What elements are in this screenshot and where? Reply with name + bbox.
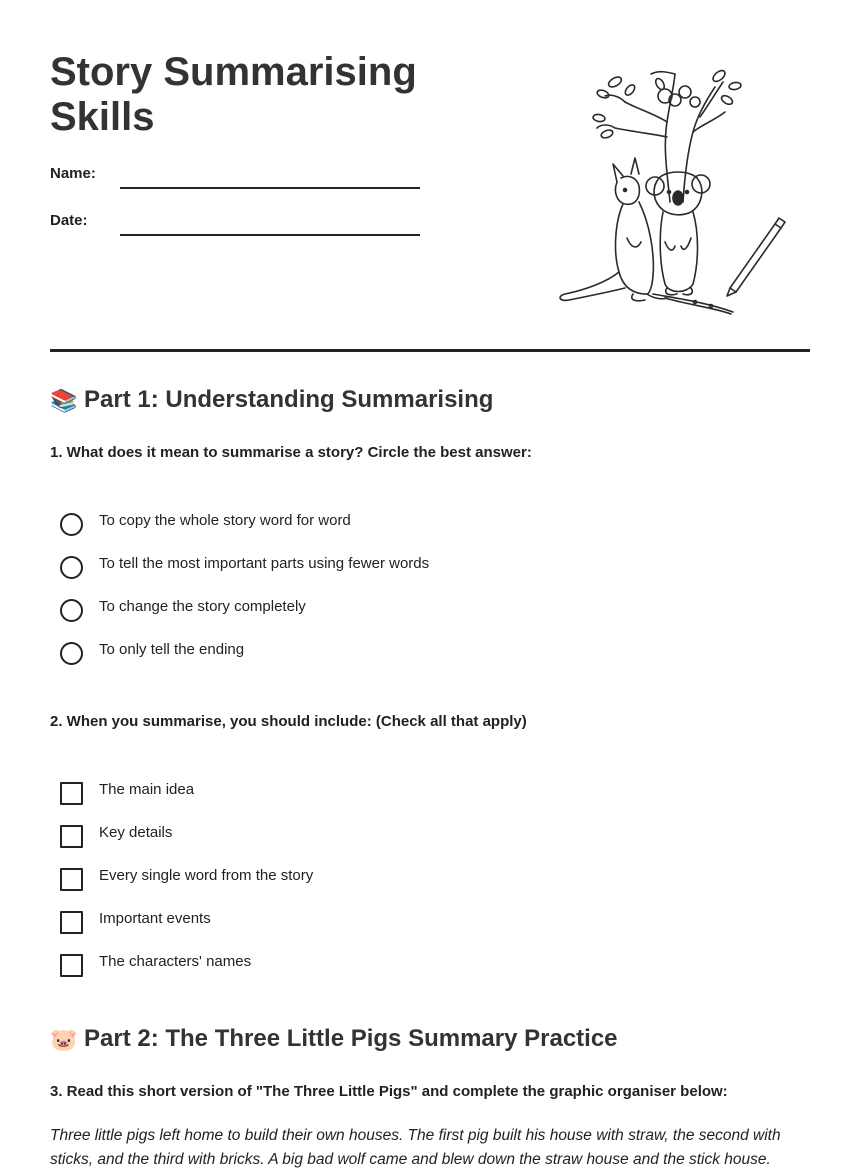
option-label: To tell the most important parts using fewer words — [99, 555, 430, 572]
part2-title: Part 2: The Three Little Pigs Summary Practice — [84, 1025, 618, 1052]
books-icon: 📚 — [50, 387, 78, 413]
radio-circle[interactable] — [60, 599, 83, 622]
name-label: Name: — [50, 165, 96, 182]
name-field[interactable] — [50, 165, 420, 189]
header-divider — [50, 349, 810, 352]
option-label: Key details — [99, 824, 173, 841]
checkbox[interactable] — [60, 954, 83, 977]
name-line[interactable] — [120, 187, 420, 189]
checkbox[interactable] — [60, 825, 83, 848]
question-1: 1. What does it mean to summarise a story? Circle the best answer: — [50, 444, 532, 461]
radio-circle[interactable] — [60, 513, 83, 536]
tree-icon — [592, 68, 741, 202]
option-label: To only tell the ending — [99, 641, 245, 658]
checkbox[interactable] — [60, 911, 83, 934]
q1-option[interactable] — [60, 597, 760, 621]
q1-option[interactable] — [60, 640, 760, 664]
q1-option[interactable] — [60, 511, 760, 535]
pig-icon: 🐷 — [50, 1026, 78, 1052]
part2-heading — [50, 1025, 618, 1053]
q1-option[interactable] — [60, 554, 760, 578]
radio-circle[interactable] — [60, 642, 83, 665]
part1-heading — [50, 386, 493, 414]
option-label: Important events — [99, 910, 211, 927]
checkbox[interactable] — [60, 868, 83, 891]
kangaroo-icon — [560, 158, 667, 301]
pencil-icon — [727, 218, 785, 296]
q2-option[interactable] — [60, 952, 760, 976]
q2-option[interactable] — [60, 909, 760, 933]
checkbox[interactable] — [60, 782, 83, 805]
option-label: The characters' names — [99, 953, 252, 970]
question-2: 2. When you summarise, you should include: (Check all that apply) — [50, 713, 527, 730]
story-text: Three little pigs left home to build their own houses. The first pig built his house with straw, the second with sticks, and the third with bricks. A big bad wolf came and blew down the straw house and the stick house. — [50, 1127, 781, 1168]
date-field[interactable] — [50, 212, 420, 236]
option-label: Every single word from the story — [99, 867, 314, 884]
question-3: 3. Read this short version of "The Three Little Pigs" and complete the graphic organiser below: — [50, 1083, 728, 1100]
option-label: To change the story completely — [99, 598, 306, 615]
date-label: Date: — [50, 212, 88, 229]
q2-option[interactable] — [60, 780, 760, 804]
radio-circle[interactable] — [60, 556, 83, 579]
q2-option[interactable] — [60, 823, 760, 847]
q2-option[interactable] — [60, 866, 760, 890]
worksheet-title: Story Summarising Skills — [50, 50, 417, 139]
option-label: The main idea — [99, 781, 195, 798]
ground-stick — [653, 294, 733, 314]
koala-icon — [646, 172, 710, 295]
option-label: To copy the whole story word for word — [99, 512, 351, 529]
kangaroo-koala-illustration — [555, 62, 790, 317]
date-line[interactable] — [120, 234, 420, 236]
part1-title: Part 1: Understanding Summarising — [84, 386, 494, 413]
